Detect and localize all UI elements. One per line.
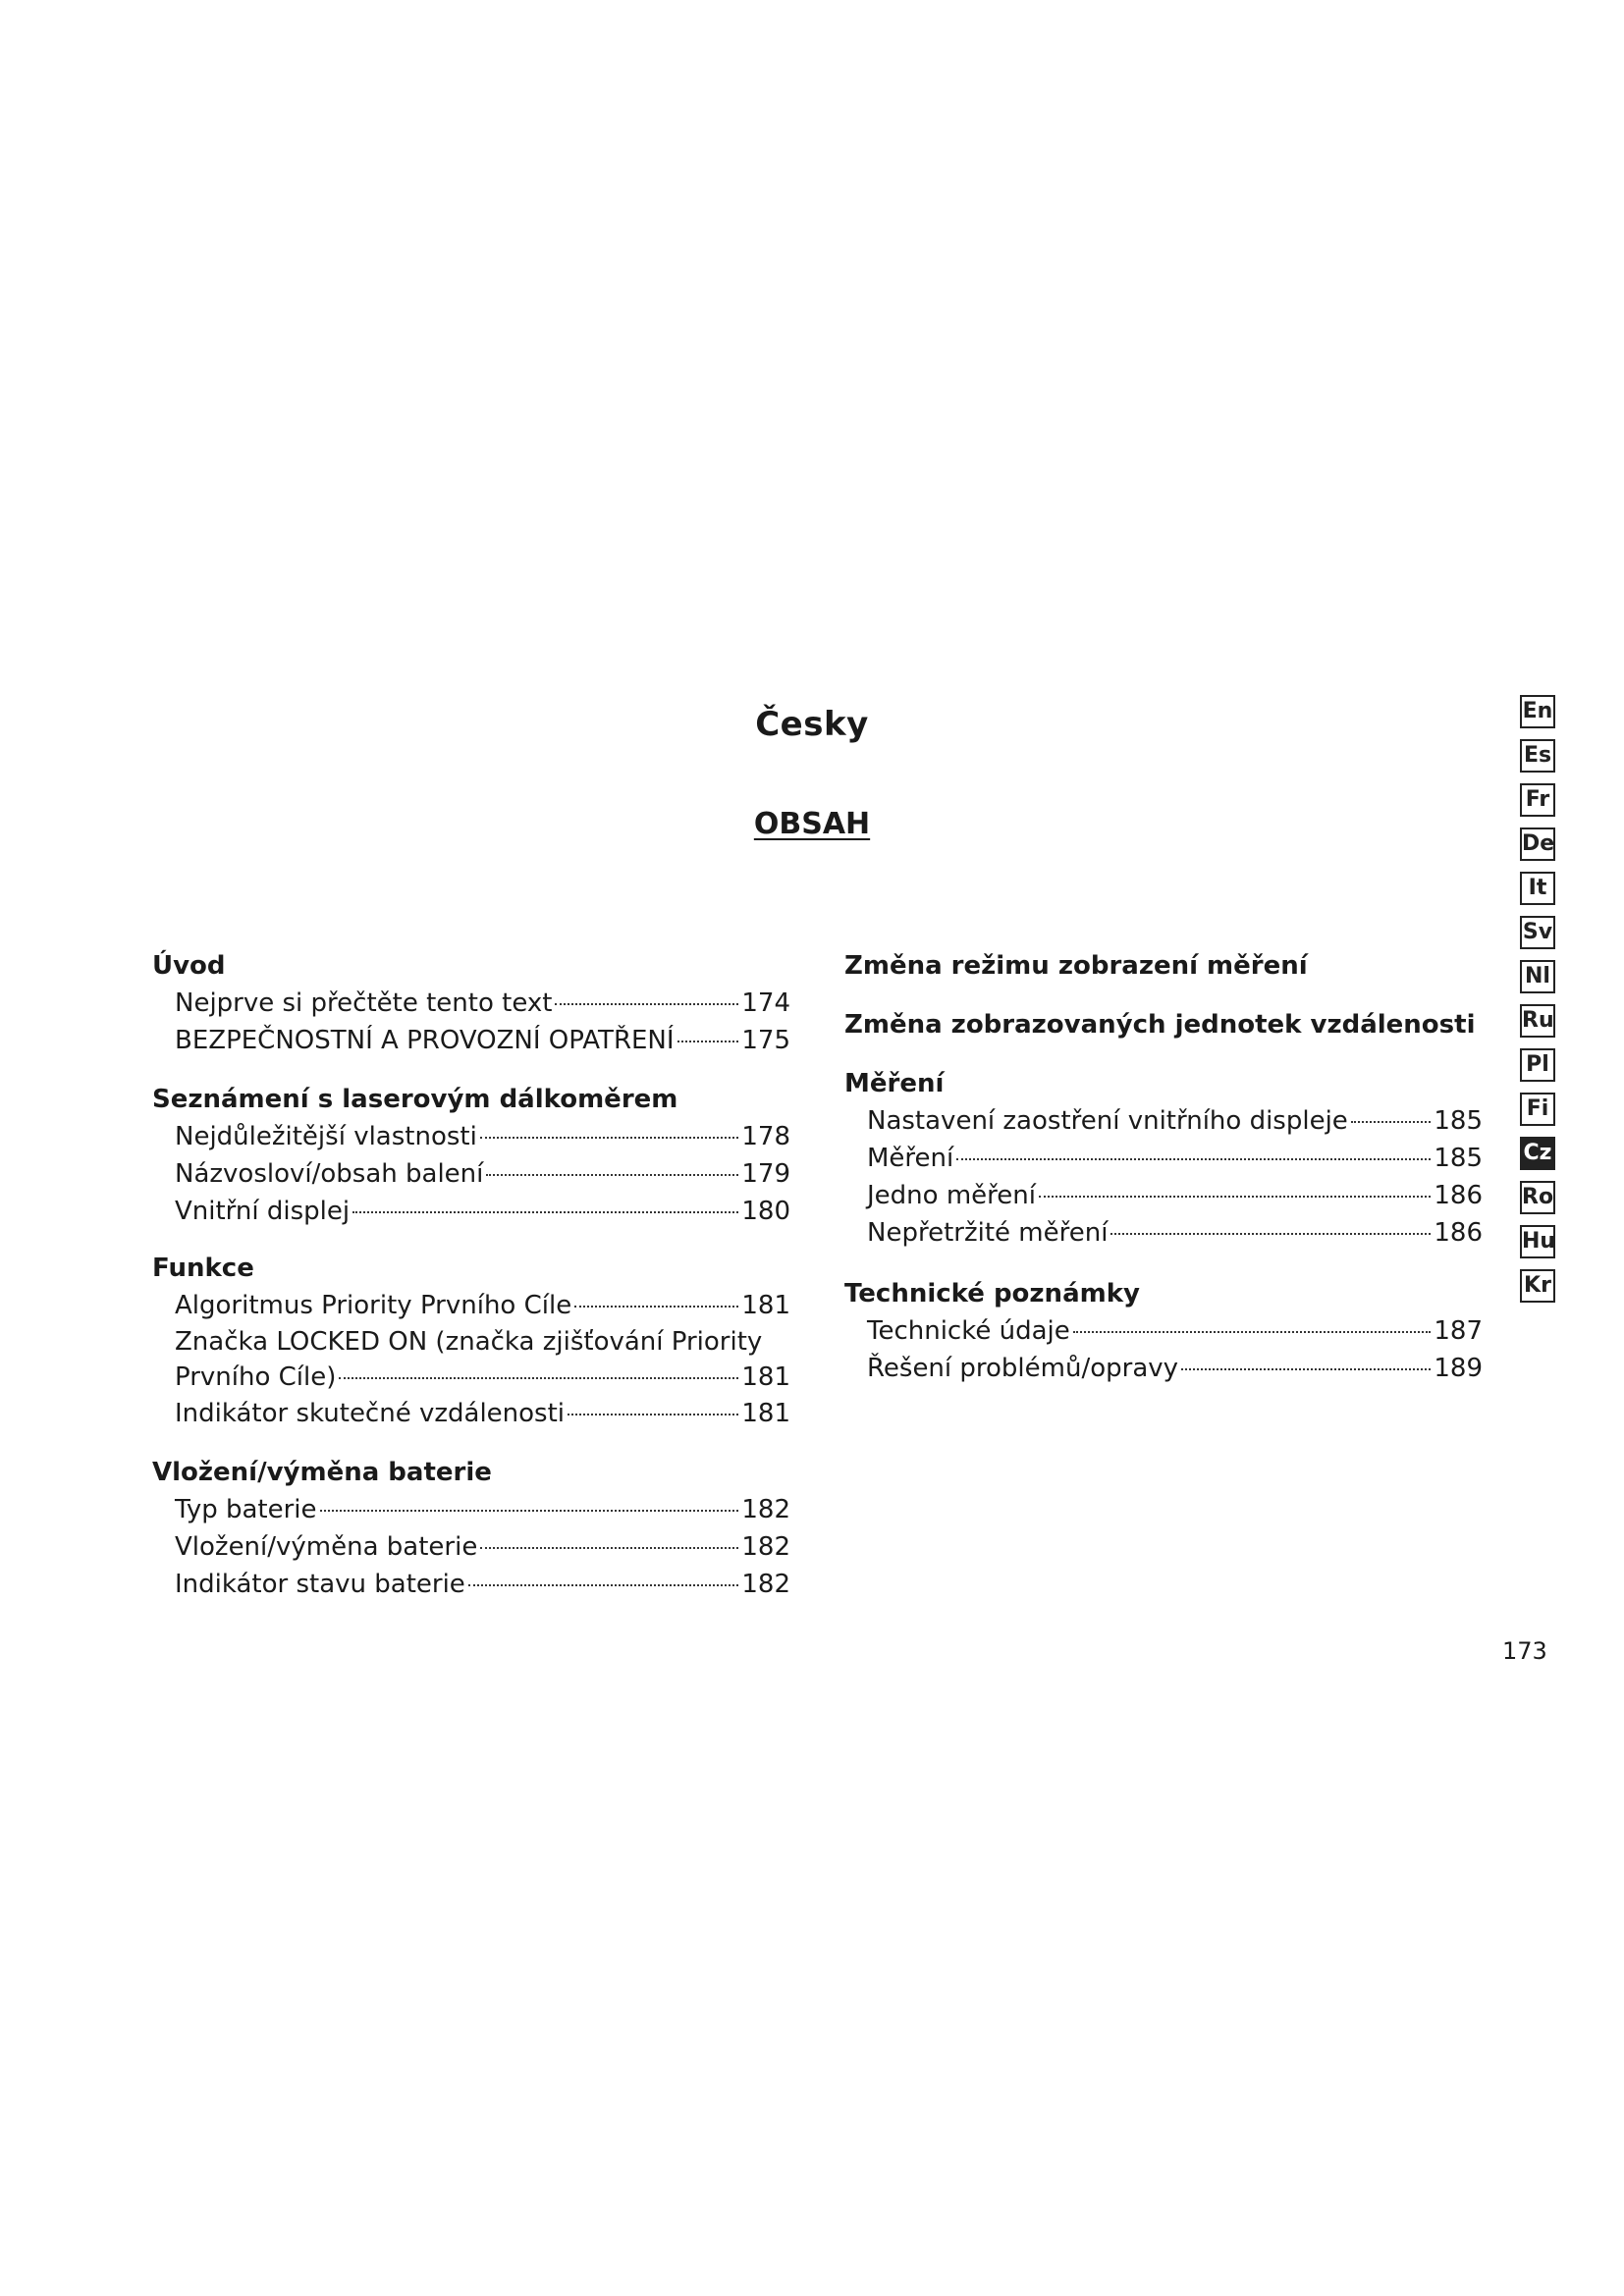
language-tab-ru[interactable]: Ru (1520, 1004, 1555, 1038)
toc-entry[interactable] (844, 1177, 1483, 1214)
dot-leader (1351, 1121, 1432, 1123)
language-tab-fr[interactable]: Fr (1520, 783, 1555, 817)
toc-right-column (844, 947, 1483, 1387)
language-tab-sv[interactable]: Sv (1520, 916, 1555, 949)
toc-entry-page: 185 (1434, 1106, 1483, 1136)
toc-entry-label: Indikátor stavu baterie (175, 1570, 465, 1599)
dot-leader (480, 1547, 738, 1549)
toc-entry[interactable] (844, 1214, 1483, 1252)
dot-leader (1039, 1196, 1431, 1198)
toc-entry[interactable] (152, 1193, 790, 1230)
language-tab-en[interactable]: En (1520, 695, 1555, 728)
toc-entry-page: 186 (1434, 1181, 1483, 1210)
language-tab-nl[interactable]: Nl (1520, 960, 1555, 993)
toc-entry-label: Typ baterie (175, 1495, 317, 1524)
toc-section-heading: Změna zobrazovaných jednotek vzdálenosti (844, 1010, 1476, 1040)
toc-entry[interactable] (152, 1287, 790, 1324)
toc-entry-label: Nepřetržité měření (867, 1218, 1109, 1248)
language-title: Česky (755, 705, 869, 744)
toc-entry-label: Algoritmus Priority Prvního Cíle (175, 1291, 572, 1320)
toc-entry-page: 174 (741, 988, 790, 1018)
toc-entry-label: Jedno měření (867, 1181, 1036, 1210)
language-tab-de[interactable]: De (1520, 828, 1555, 861)
toc-entry[interactable] (844, 1350, 1483, 1387)
toc-entry[interactable] (152, 1324, 790, 1395)
toc-section (152, 1454, 790, 1603)
toc-entry[interactable] (152, 1118, 790, 1155)
language-tab-kr[interactable]: Kr (1520, 1269, 1555, 1303)
dot-leader (1110, 1233, 1431, 1235)
toc-entry-page: 181 (741, 1399, 790, 1428)
toc-entry-label: Řešení problémů/opravy (867, 1354, 1179, 1383)
language-tab-hu[interactable]: Hu (1520, 1225, 1555, 1258)
dot-leader (352, 1211, 738, 1213)
page-number: 173 (1502, 1637, 1547, 1665)
language-tab-pl[interactable]: Pl (1520, 1048, 1555, 1082)
dot-leader (1073, 1331, 1432, 1333)
toc-section (844, 1065, 1483, 1252)
toc-entry[interactable] (152, 985, 790, 1022)
toc-section-heading: Měření (844, 1069, 945, 1098)
toc-section-heading: Funkce (152, 1254, 254, 1283)
dot-leader (1181, 1368, 1431, 1370)
toc-entry[interactable] (844, 1140, 1483, 1177)
toc-entry-label: Názvosloví/obsah balení (175, 1159, 484, 1189)
toc-entry-page: 178 (741, 1122, 790, 1151)
toc-entry-label: Nejprve si přečtěte tento text (175, 988, 553, 1018)
dot-leader (956, 1158, 1431, 1160)
dot-leader (574, 1306, 738, 1308)
language-tab-cz[interactable]: Cz (1520, 1137, 1555, 1170)
toc-entry-page: 182 (741, 1532, 790, 1562)
toc-entry-page: 186 (1434, 1218, 1483, 1248)
language-tab-fi[interactable]: Fi (1520, 1093, 1555, 1126)
toc-section-heading: Změna režimu zobrazení měření (844, 951, 1308, 981)
toc-entry-page: 185 (1434, 1144, 1483, 1173)
toc-section (844, 1006, 1483, 1043)
toc-section-heading: Vložení/výměna baterie (152, 1458, 492, 1487)
language-tab-es[interactable]: Es (1520, 739, 1555, 773)
toc-entry-label: Technické údaje (867, 1316, 1070, 1346)
toc-entry-label: Značka LOCKED ON (značka zjišťování Priority (175, 1327, 763, 1357)
toc-entry-page: 189 (1434, 1354, 1483, 1383)
toc-entry-page: 179 (741, 1159, 790, 1189)
toc-entry-label: Měření (867, 1144, 954, 1173)
dot-leader (677, 1041, 739, 1042)
toc-entry[interactable] (152, 1566, 790, 1603)
toc-entry-label: Nastavení zaostření vnitřního displeje (867, 1106, 1348, 1136)
dot-leader (555, 1003, 738, 1005)
toc-title: OBSAH (753, 807, 871, 841)
toc-entry[interactable] (152, 1528, 790, 1566)
toc-section-heading: Úvod (152, 951, 226, 981)
dot-leader (568, 1414, 738, 1415)
toc-section (844, 1275, 1483, 1387)
toc-entry-page: 182 (741, 1570, 790, 1599)
toc-entry-page: 181 (741, 1291, 790, 1320)
toc-entry-label: Nejdůležitější vlastnosti (175, 1122, 477, 1151)
dot-leader (320, 1510, 739, 1512)
toc-left-column (152, 947, 790, 1603)
toc-entry[interactable] (152, 1395, 790, 1432)
toc-entry-page: 187 (1434, 1316, 1483, 1346)
toc-entry[interactable] (152, 1491, 790, 1528)
toc-section-heading: Seznámení s laserovým dálkoměrem (152, 1085, 678, 1114)
toc-entry[interactable] (844, 1102, 1483, 1140)
language-tab-it[interactable]: It (1520, 872, 1555, 905)
toc-entry[interactable] (152, 1022, 790, 1059)
toc-entry-label: Vnitřní displej (175, 1197, 351, 1226)
language-tabs (1520, 695, 1559, 1313)
toc-entry-label: Indikátor skutečné vzdálenosti (175, 1399, 566, 1428)
toc-entry-page: 175 (741, 1026, 790, 1055)
toc-entry[interactable] (844, 1312, 1483, 1350)
language-tab-ro[interactable]: Ro (1520, 1181, 1555, 1214)
toc-section (152, 947, 790, 1059)
dot-leader (480, 1137, 739, 1139)
dot-leader (468, 1584, 739, 1586)
toc-section-heading: Technické poznámky (844, 1279, 1140, 1308)
toc-entry-page: 181 (741, 1362, 790, 1392)
toc-entry-page: 180 (741, 1197, 790, 1226)
toc-entry-label-continued: Prvního Cíle) (175, 1362, 337, 1392)
toc-section (844, 947, 1483, 985)
dot-leader (339, 1377, 738, 1379)
toc-section (152, 1250, 790, 1432)
toc-entry-label: Vložení/výměna baterie (175, 1532, 478, 1562)
dot-leader (486, 1174, 738, 1176)
toc-entry-page: 182 (741, 1495, 790, 1524)
toc-section (152, 1081, 790, 1230)
toc-entry-label: BEZPEČNOSTNÍ A PROVOZNÍ OPATŘENÍ (175, 1026, 675, 1055)
toc-entry[interactable] (152, 1155, 790, 1193)
